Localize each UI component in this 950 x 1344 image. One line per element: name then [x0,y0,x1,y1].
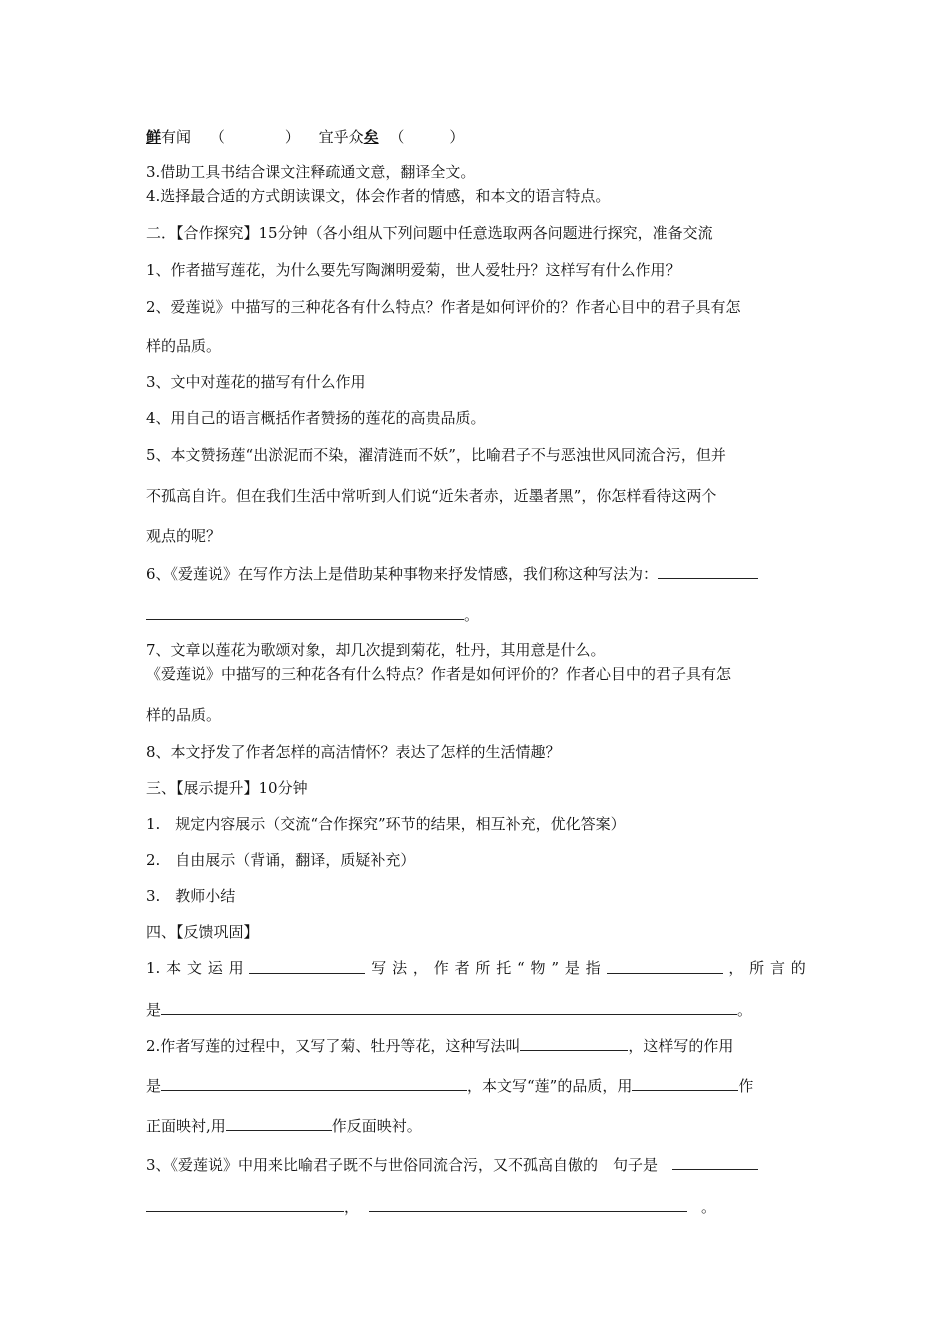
header-line: 鲜有闻 （ ） 宜乎众矣 （ ） [146,128,465,146]
answer-blank[interactable] [146,605,464,620]
answer-blank[interactable] [249,959,365,974]
term-yi: 矣 [363,128,379,146]
feedback-2: 2.作者写莲的过程中，又写了菊、牡丹等花，这种写法叫 ，这样写的作用 [146,1037,734,1055]
question-5-cont: 不孤高自许。但在我们生活中常听到人们说“近朱者赤，近墨者黑”，你怎样看待这两个 [146,487,717,505]
blank-paren-2[interactable]: （ ） [389,128,465,146]
question-8: 8、本文抒发了作者怎样的高洁情怀？表达了怎样的生活情趣？ [146,743,561,761]
question-1: 1、作者描写莲花，为什么要先写陶渊明爱菊，世人爱牡丹？这样写有什么作用？ [146,261,681,279]
question-7: 7、文章以莲花为歌颂对象，却几次提到菊花，牡丹，其用意是什么。 [146,641,606,659]
question-5: 5、本文赞扬莲“出淤泥而不染，濯清涟而不妖”，比喻君子不与恶浊世风同流合污，但并 [146,446,726,464]
section3-item-1: 1. 规定内容展示（交流“合作探究”环节的结果，相互补充，优化答案） [146,815,626,833]
answer-blank[interactable] [369,1197,687,1212]
question-4: 4、用自己的语言概括作者赞扬的莲花的高贵品质。 [146,409,486,427]
feedback-3-cont: ， 。 [146,1197,716,1216]
feedback-2-cont2: 正面映衬,用 作反面映衬。 [146,1117,422,1135]
question-2-cont: 样的品质。 [146,337,222,355]
answer-blank[interactable] [161,1076,467,1091]
answer-blank[interactable] [146,1197,344,1212]
answer-blank[interactable] [632,1076,738,1091]
answer-blank[interactable] [672,1155,758,1170]
question-6: 6、《爱莲说》在写作方法上是借助某种事物来抒发情感，我们称这种写法为： [146,564,758,583]
answer-blank[interactable] [658,564,758,579]
question-7-cont2: 样的品质。 [146,706,222,724]
feedback-1: 1. 本 文 运 用 写 法 ， 作 者 所 托 “ 物 ” 是 指 ， 所 言 的 [146,959,806,977]
blank-paren-1[interactable]: （ ） [209,128,300,146]
feedback-1-cont: 是 。 [146,1001,753,1019]
question-7-cont: 《爱莲说》中描写的三种花各有什么特点？作者是如何评价的？作者心目中的君子具有怎 [146,665,732,683]
section3-title: 三、【展示提升】10分钟 [146,779,308,797]
pre-item-3: 3.借助工具书结合课文注释疏通文意，翻译全文。 [146,163,476,181]
question-6-cont: 。 [146,605,479,624]
answer-blank[interactable] [226,1116,332,1131]
feedback-2-cont: 是 ，本文写“莲”的品质，用 作 [146,1077,754,1095]
section3-item-2: 2. 自由展示（背诵，翻译，质疑补充） [146,851,416,869]
section2-title: 二．【合作探究】15分钟（各小组从下列问题中任意选取两各问题进行探究，准备交流 [146,224,713,242]
section3-item-3: 3. 教师小结 [146,887,236,905]
answer-blank[interactable] [520,1036,628,1051]
pre-item-4: 4.选择最合适的方式朗读课文，体会作者的情感，和本文的语言特点。 [146,187,611,205]
answer-blank[interactable] [161,1000,737,1015]
question-3: 3、文中对莲花的描写有什么作用 [146,373,366,391]
term-xian: 鲜 [146,128,162,146]
feedback-3: 3、《爱莲说》中用来比喻君子既不与世俗同流合污，又不孤高自傲的 句子是 [146,1155,758,1174]
question-5-cont2: 观点的呢？ [146,527,222,545]
question-2: 2、爱莲说》中描写的三种花各有什么特点？作者是如何评价的？作者心目中的君子具有怎 [146,298,741,316]
section4-title: 四、【反馈巩固】 [146,923,259,941]
answer-blank[interactable] [607,959,723,974]
